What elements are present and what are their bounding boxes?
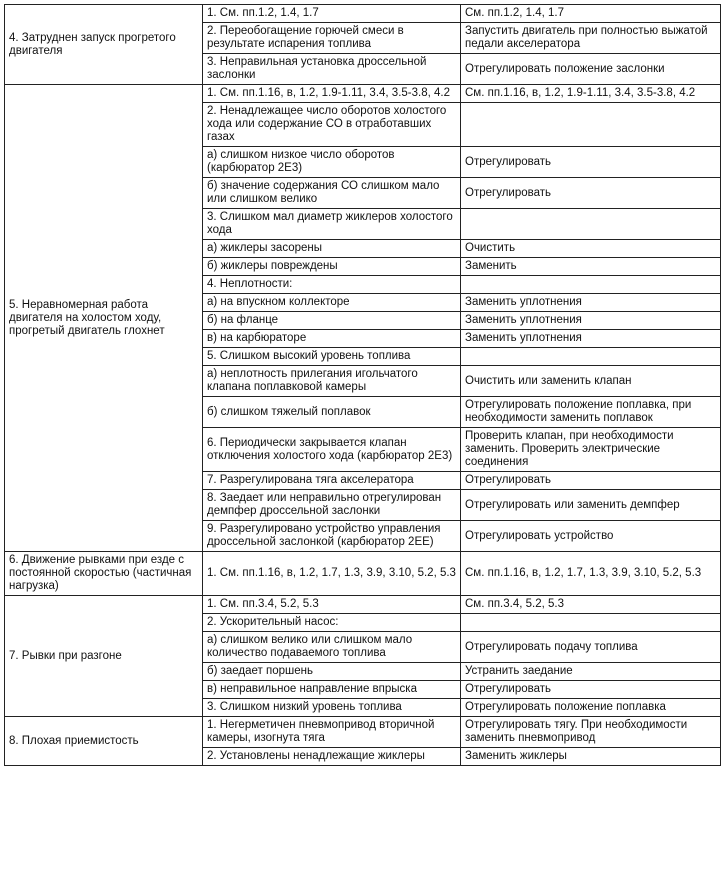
cause-cell: 1. См. пп.1.16, в, 1.2, 1.7, 1.3, 3.9, 3.10, 5.2, 5.3 (203, 552, 461, 596)
cause-cell: в) неправильное направление впрыска (203, 681, 461, 699)
cause-cell: 3. Неправильная установка дроссельной заслонки (203, 54, 461, 85)
remedy-cell: Отрегулировать устройство (461, 521, 721, 552)
remedy-cell: Отрегулировать положение поплавка, при необходимости заменить поплавок (461, 397, 721, 428)
cause-cell: 2. Ненадлежащее число оборотов холостого хода или содержание СО в отработавших газах (203, 103, 461, 147)
cause-cell: б) слишком тяжелый поплавок (203, 397, 461, 428)
cause-cell: а) на впускном коллекторе (203, 294, 461, 312)
remedy-cell: Заменить (461, 258, 721, 276)
cause-cell: 3. Слишком мал диаметр жиклеров холостого хода (203, 209, 461, 240)
remedy-cell (461, 103, 721, 147)
remedy-cell: Отрегулировать или заменить демпфер (461, 490, 721, 521)
symptom-cell: 5. Неравномерная работа двигателя на холостом ходу, прогретый двигатель глохнет (5, 85, 203, 552)
remedy-cell (461, 209, 721, 240)
remedy-cell: Очистить (461, 240, 721, 258)
cause-cell: 2. Ускорительный насос: (203, 614, 461, 632)
cause-cell: а) слишком низкое число оборотов (карбюратор 2Е3) (203, 147, 461, 178)
cause-cell: а) слишком велико или слишком мало количество подаваемого топлива (203, 632, 461, 663)
cause-cell: 1. См. пп.1.2, 1.4, 1.7 (203, 5, 461, 23)
symptom-cell: 6. Движение рывками при езде с постоянной скоростью (частичная нагрузка) (5, 552, 203, 596)
remedy-cell: Отрегулировать тягу. При необходимости заменить пневмопривод (461, 717, 721, 748)
remedy-cell: См. пп.3.4, 5.2, 5.3 (461, 596, 721, 614)
remedy-cell: Заменить уплотнения (461, 312, 721, 330)
remedy-cell: Отрегулировать (461, 147, 721, 178)
remedy-cell (461, 614, 721, 632)
table-body (5, 5, 721, 766)
table-row (5, 717, 721, 748)
remedy-cell: Устранить заедание (461, 663, 721, 681)
remedy-cell: Заменить уплотнения (461, 294, 721, 312)
cause-cell: 1. Негерметичен пневмопривод вторичной камеры, изогнута тяга (203, 717, 461, 748)
cause-cell: б) заедает поршень (203, 663, 461, 681)
cause-cell: 6. Периодически закрывается клапан отключения холостого хода (карбюратор 2Е3) (203, 428, 461, 472)
cause-cell: б) жиклеры повреждены (203, 258, 461, 276)
remedy-cell: Заменить жиклеры (461, 748, 721, 766)
remedy-cell (461, 276, 721, 294)
cause-cell: 5. Слишком высокий уровень топлива (203, 348, 461, 366)
cause-cell: б) на фланце (203, 312, 461, 330)
remedy-cell: Отрегулировать подачу топлива (461, 632, 721, 663)
cause-cell: 8. Заедает или неправильно отрегулирован демпфер дроссельной заслонки (203, 490, 461, 521)
cause-cell: 1. См. пп.1.16, в, 1.2, 1.9-1.11, 3.4, 3.5-3.8, 4.2 (203, 85, 461, 103)
cause-cell: 4. Неплотности: (203, 276, 461, 294)
remedy-cell (461, 348, 721, 366)
remedy-cell: Заменить уплотнения (461, 330, 721, 348)
cause-cell: а) жиклеры засорены (203, 240, 461, 258)
table-row (5, 552, 721, 596)
remedy-cell: См. пп.1.16, в, 1.2, 1.9-1.11, 3.4, 3.5-3.8, 4.2 (461, 85, 721, 103)
table-row (5, 85, 721, 103)
remedy-cell: Отрегулировать (461, 178, 721, 209)
cause-cell: 7. Разрегулирована тяга акселератора (203, 472, 461, 490)
remedy-cell: См. пп.1.16, в, 1.2, 1.7, 1.3, 3.9, 3.10, 5.2, 5.3 (461, 552, 721, 596)
remedy-cell: См. пп.1.2, 1.4, 1.7 (461, 5, 721, 23)
remedy-cell: Отрегулировать (461, 472, 721, 490)
symptom-cell: 7. Рывки при разгоне (5, 596, 203, 717)
remedy-cell: Очистить или заменить клапан (461, 366, 721, 397)
troubleshooting-table (4, 4, 721, 766)
remedy-cell: Отрегулировать (461, 681, 721, 699)
symptom-cell: 8. Плохая приемистость (5, 717, 203, 766)
cause-cell: 2. Установлены ненадлежащие жиклеры (203, 748, 461, 766)
table-row (5, 5, 721, 23)
cause-cell: а) неплотность прилегания игольчатого клапана поплавковой камеры (203, 366, 461, 397)
cause-cell: 3. Слишком низкий уровень топлива (203, 699, 461, 717)
cause-cell: в) на карбюраторе (203, 330, 461, 348)
cause-cell: 1. См. пп.3.4, 5.2, 5.3 (203, 596, 461, 614)
cause-cell: 9. Разрегулировано устройство управления дроссельной заслонкой (карбюратор 2ЕЕ) (203, 521, 461, 552)
cause-cell: 2. Переобогащение горючей смеси в результате испарения топлива (203, 23, 461, 54)
symptom-cell: 4. Затруднен запуск прогретого двигателя (5, 5, 203, 85)
remedy-cell: Проверить клапан, при необходимости заменить. Проверить электрические соединения (461, 428, 721, 472)
table-row (5, 596, 721, 614)
remedy-cell: Запустить двигатель при полностью выжатой педали акселератора (461, 23, 721, 54)
cause-cell: б) значение содержания СО слишком мало или слишком велико (203, 178, 461, 209)
remedy-cell: Отрегулировать положение заслонки (461, 54, 721, 85)
remedy-cell: Отрегулировать положение поплавка (461, 699, 721, 717)
